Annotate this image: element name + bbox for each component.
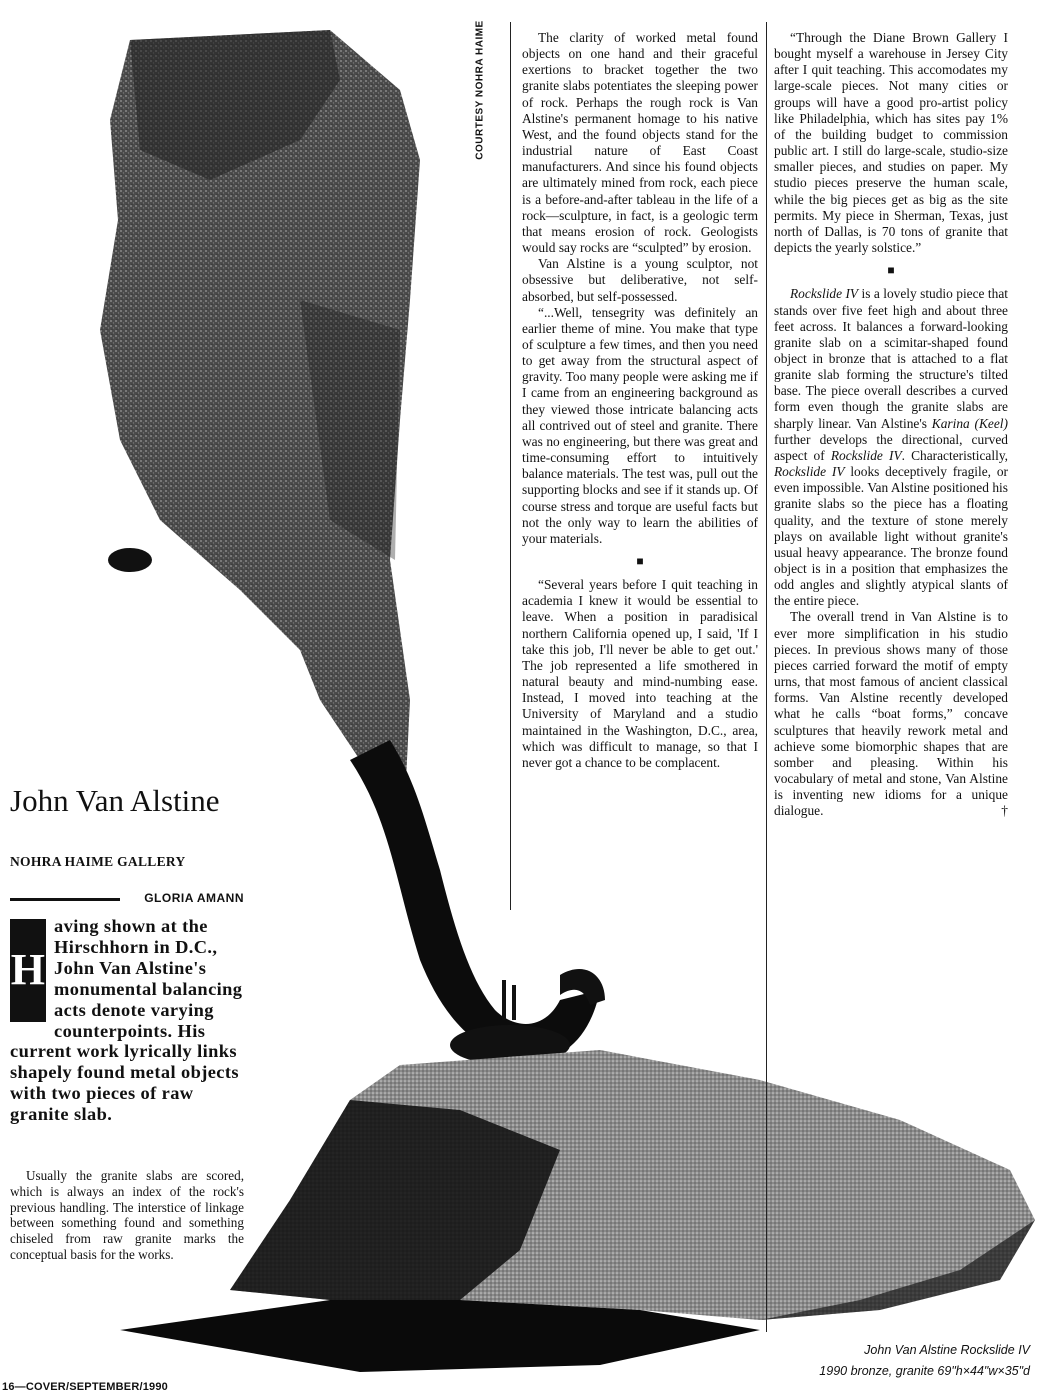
drop-cap: H [10, 919, 46, 1022]
end-mark: † [1001, 803, 1008, 819]
paragraph: The clarity of worked metal found objects on one hand and their graceful exertions to bracket together the two granite slabs potentiates the sleeping power of rock. Perhaps the rough rock is Van Alstine's permanent homage to his native West, and the found objects stand for the industrial nature of East Coast manufacturers. And since his found objects are ultimately mined from rock, each piece is a before-and-after tableau in the life of a rock—sculpture, in fact, is a geologic term that means erosion of rock. Geologists would say rocks are “sculpted” by erosion. [522, 30, 758, 256]
artwork-title: Karina (Keel) [931, 415, 1008, 431]
page-footer: 16—COVER/SEPTEMBER/1990 [2, 1381, 168, 1393]
section-separator: ■ [636, 554, 644, 568]
lead-paragraph: H aving shown at the Hirschhorn in D.C., John Van Alstine's monumental balancing acts denote varying counterpoints. His current work lyrically links shapely found metal objects with two pieces of raw granite slab. [10, 916, 243, 1125]
byline-row [10, 891, 244, 907]
author-byline: GLORIA AMANN [144, 891, 244, 905]
byline-rule [10, 898, 120, 901]
paragraph: “...Well, tensegrity was definitely an earlier theme of mine. You make that type of sculpture a few times, and then you need to get away from the structural aspect of gravity. Too many people were asking me if I came from an engineering background as they viewed those intricate balancing acts all contrived out of steel and granite. There was no engineering, but there was great and time-consuming effort to intuitively balance materials. The test was, pull out the supporting blocks and see if it stands up. Of course stress and torque are useful facts but not the only way to learn the abilities of your materials. [522, 304, 758, 546]
artwork-title: Rockslide IV [790, 286, 859, 302]
paragraph: Usually the granite slabs are scored, which is always an index of the rock's previous handling. The interstice of linkage between something found and something chiseled from raw granite marks the conceptual basis for the works. [10, 1168, 244, 1262]
bronze-scimitar [350, 740, 600, 1061]
caption-line: John Van Alstine Rockslide IV [864, 1343, 1030, 1357]
section-separator: ■ [887, 263, 895, 278]
paragraph: The overall trend in Van Alstine is to ever more simplification in his studio pieces. In previous shows many of those pieces carried forward the motif of empty urns, that most famous of ancient classical forms. Van Alstine recently developed what he calls “boat forms,” concave sculptures that heavily rework metal and achieve some biomorphic shapes that are somber and pleasing. Within his vocabulary of metal and stone, Van Alstine is inventing new idioms for a unique dialogue. † [774, 609, 1008, 819]
gallery-name: NOHRA HAIME GALLERY [10, 854, 186, 869]
intro-text [10, 1168, 244, 1263]
column-rule [766, 22, 767, 1332]
paragraph: “Through the Diane Brown Gallery I bought myself a warehouse in Jersey City after I quit teaching. This accomodates my large-scale pieces. Not many cities or groups will have a good pro-artist policy like Philadelphia, which has sites pay 1% of the building budget to commission public art. I still do large-scale, studio-size smaller pieces, and studies on paper. My studio pieces preserve the human scale, while the big pieces get as big as the site permits. My piece in Sherman, Texas, just north of Dallas, is 70 tons of granite that depicts the yearly solstice.” [774, 30, 1008, 256]
column-2 [522, 30, 758, 771]
photo-caption [790, 1340, 1030, 1382]
paragraph: Rockslide IV is a lovely studio piece that stands over five feet high and about three feet across. It balances a forward-looking granite slab on a scimitar-shaped found object in bronze that is attached to a flat granite slab forming the structure's tilted base. The piece overall describes a curved form even though the granite slabs are sharply linear. Van Alstine's Karina (Keel) further develops the directional, curved aspect of Rockslide IV. Characteristically, Rockslide IV looks deceptively fragile, or even impossible. Van Alstine positioned his granite slabs so the piece has a floating quality, and the texture of stone merely plays on available light without granite's usual heavy appearance. The bronze found object is in a position that emphasizes the odd angles and slightly atypical slants of the entire piece. [774, 286, 1008, 609]
article-title: John Van Alstine [10, 783, 220, 818]
paragraph: “Several years before I quit teaching in academia I knew it would be essential to leave. When a position in paradisical northern California opened up, I said, 'If I take this job, I'll never be able to get out.' The job represented a life smothered in natural beauty and mind-numbing ease. Instead, I moved into teaching at the University of Maryland and a studio maintained in the Washington, D.C., area, which was difficult to manage, so that I never got a chance to be complacent. [522, 577, 758, 770]
paragraph: Van Alstine is a young sculptor, not obsessive but deliberative, not self-absorbed, but self-possessed. [522, 256, 758, 304]
column-rule [510, 22, 511, 910]
caption-line: 1990 bronze, granite 69"h×44"w×35"d [819, 1364, 1030, 1378]
artwork-title: Rockslide IV [830, 447, 902, 463]
artwork-title: Rockslide IV [774, 464, 845, 480]
bronze-lug [108, 548, 152, 572]
column-3 [774, 30, 1008, 820]
photo-credit: COURTESY NOHRA HAIME [474, 20, 486, 160]
